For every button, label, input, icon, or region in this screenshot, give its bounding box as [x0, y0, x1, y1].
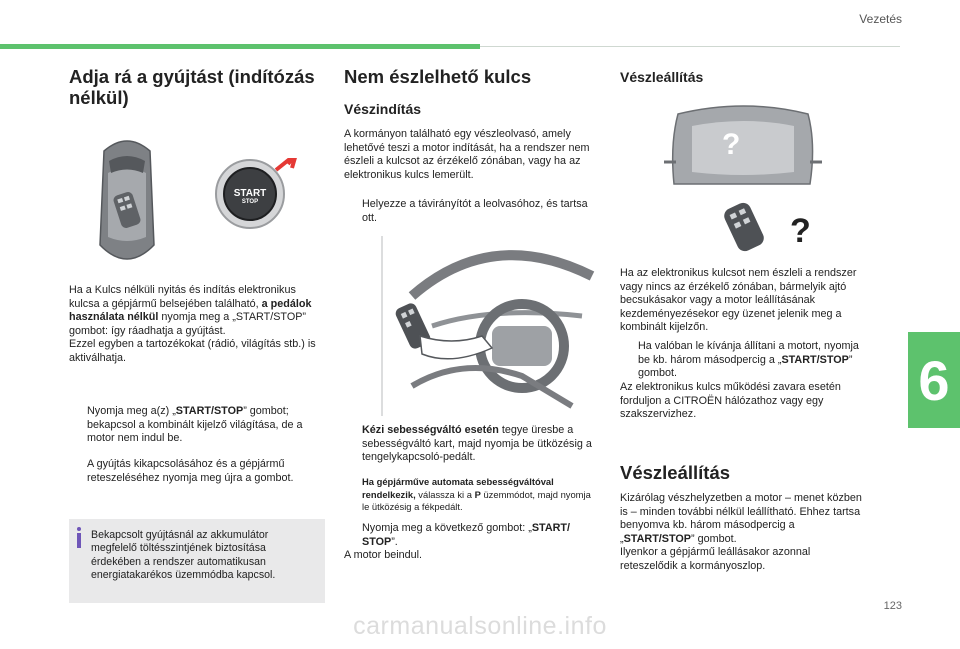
col1-para1: Ha a Kulcs nélküli nyitás és indítás elektronikus kulcsa a gépjármű belsejében található, a pedálok használata nélkül nyomja meg a „START/STOP” gombot: így ráadhatja a gyújtást. Ezzel egyben a tartozékokat (rádió, világítás stb.) is aktiválhatja.	[69, 284, 316, 364]
start-label: START	[233, 188, 267, 199]
chapter-tab: 6	[908, 332, 960, 428]
col2-bullet4: Nyomja meg a következő gombot: „START/ STOP”.	[344, 522, 600, 549]
bullet-mark	[69, 458, 87, 485]
key-question-mark: ?	[790, 212, 811, 250]
header-accent-bar	[0, 44, 480, 49]
col1-bullet2: A gyújtás kikapcsolásához és a gépjármű reteszeléséhez nyomja meg újra a gombot.	[69, 458, 325, 485]
page-number: 123	[883, 600, 902, 612]
col3-subtitle: Vészleállítás	[620, 69, 704, 85]
info-note-text: Bekapcsolt gyújtásnál az akkumulátor megfelelő töltésszintjének biztosítása érdekében a rendszer automatikusan energiatakarékos üzemmódba kapcsol.	[91, 529, 276, 582]
stop-label: STOP	[241, 199, 259, 205]
col3-para1: Ha az elektronikus kulcsot nem észleli a rendszer vagy nincs az érzékelő zónában, bármelyik ajtó becsukásakor vagy a motor leállításának kezdeményezésekor egy üzenet jelenik meg a kombinált kijelzőn.	[620, 267, 857, 334]
bullet-mark	[344, 424, 362, 465]
col3-para3: Kizárólag vészhelyzetben a motor – menet közben is – minden további nélkül leállítható. Ehhez tartsa benyomva kb. három másodpercig a „START/STOP” gombot. Ilyenkor a gépjármű leállásakor azonnal reteszelődik a kormányoszlop.	[620, 492, 862, 572]
col3-bullet1: Ha valóban le kívánja állítani a motort, nyomja be kb. három másodpercig a „START/STOP” gombot.	[620, 340, 865, 381]
bullet-mark	[344, 476, 362, 514]
col2-bullet3: Ha gépjárműve automata sebességváltóval rendelkezik, válassza ki a P üzemmódot, majd nyomja le ütközésig a fékpedált.	[344, 476, 600, 514]
watermark: carmanualsonline.info	[353, 612, 607, 640]
col2-title: Nem észlelhető kulcs	[344, 66, 532, 87]
col2-para1: A kormányon található egy vészleolvasó, amely lehetővé teszi a motor indítását, ha a rendszer nem észleli a kulcsot az érzékelő zónában, vagy ha az elektronikus kulcs lemerült.	[344, 128, 590, 181]
car-question-mark: ?	[722, 128, 741, 161]
bullet-mark	[344, 522, 362, 549]
col2-bullet1: Helyezze a távirányítót a leolvasóhoz, és tartsa ott.	[344, 198, 600, 225]
col1-title: Adja rá a gyújtást (indítózás nélkül)	[69, 66, 315, 108]
bullet-mark	[344, 198, 362, 225]
bullet-mark	[620, 340, 638, 381]
section-title: Vezetés	[859, 12, 902, 26]
header-divider	[480, 46, 900, 47]
col3-para2: Az elektronikus kulcs működési zavara esetén forduljon a CITROËN hálózathoz vagy egy szakszervizhez.	[620, 381, 841, 421]
info-icon	[77, 533, 81, 548]
col2-closing: A motor beindul.	[344, 549, 423, 561]
col3-title2: Vészleállítás	[620, 462, 731, 483]
info-note	[69, 519, 325, 603]
car-with-key-illustration	[92, 133, 162, 271]
col2-bullet2: Kézi sebességváltó esetén tegye üresbe a sebességváltó kart, majd nyomja be ütközésig a tengelykapcsoló-pedált.	[344, 424, 600, 465]
steering-wheel-key-illustration	[372, 236, 600, 416]
car-key-missing-illustration	[660, 104, 840, 254]
col2-subtitle: Vészindítás	[344, 101, 422, 117]
bullet-mark	[69, 405, 87, 446]
col1-bullet1: Nyomja meg a(z) „START/STOP” gombot; bekapcsol a kombinált kijelző világítása, de a motor nem indul be.	[69, 405, 325, 446]
